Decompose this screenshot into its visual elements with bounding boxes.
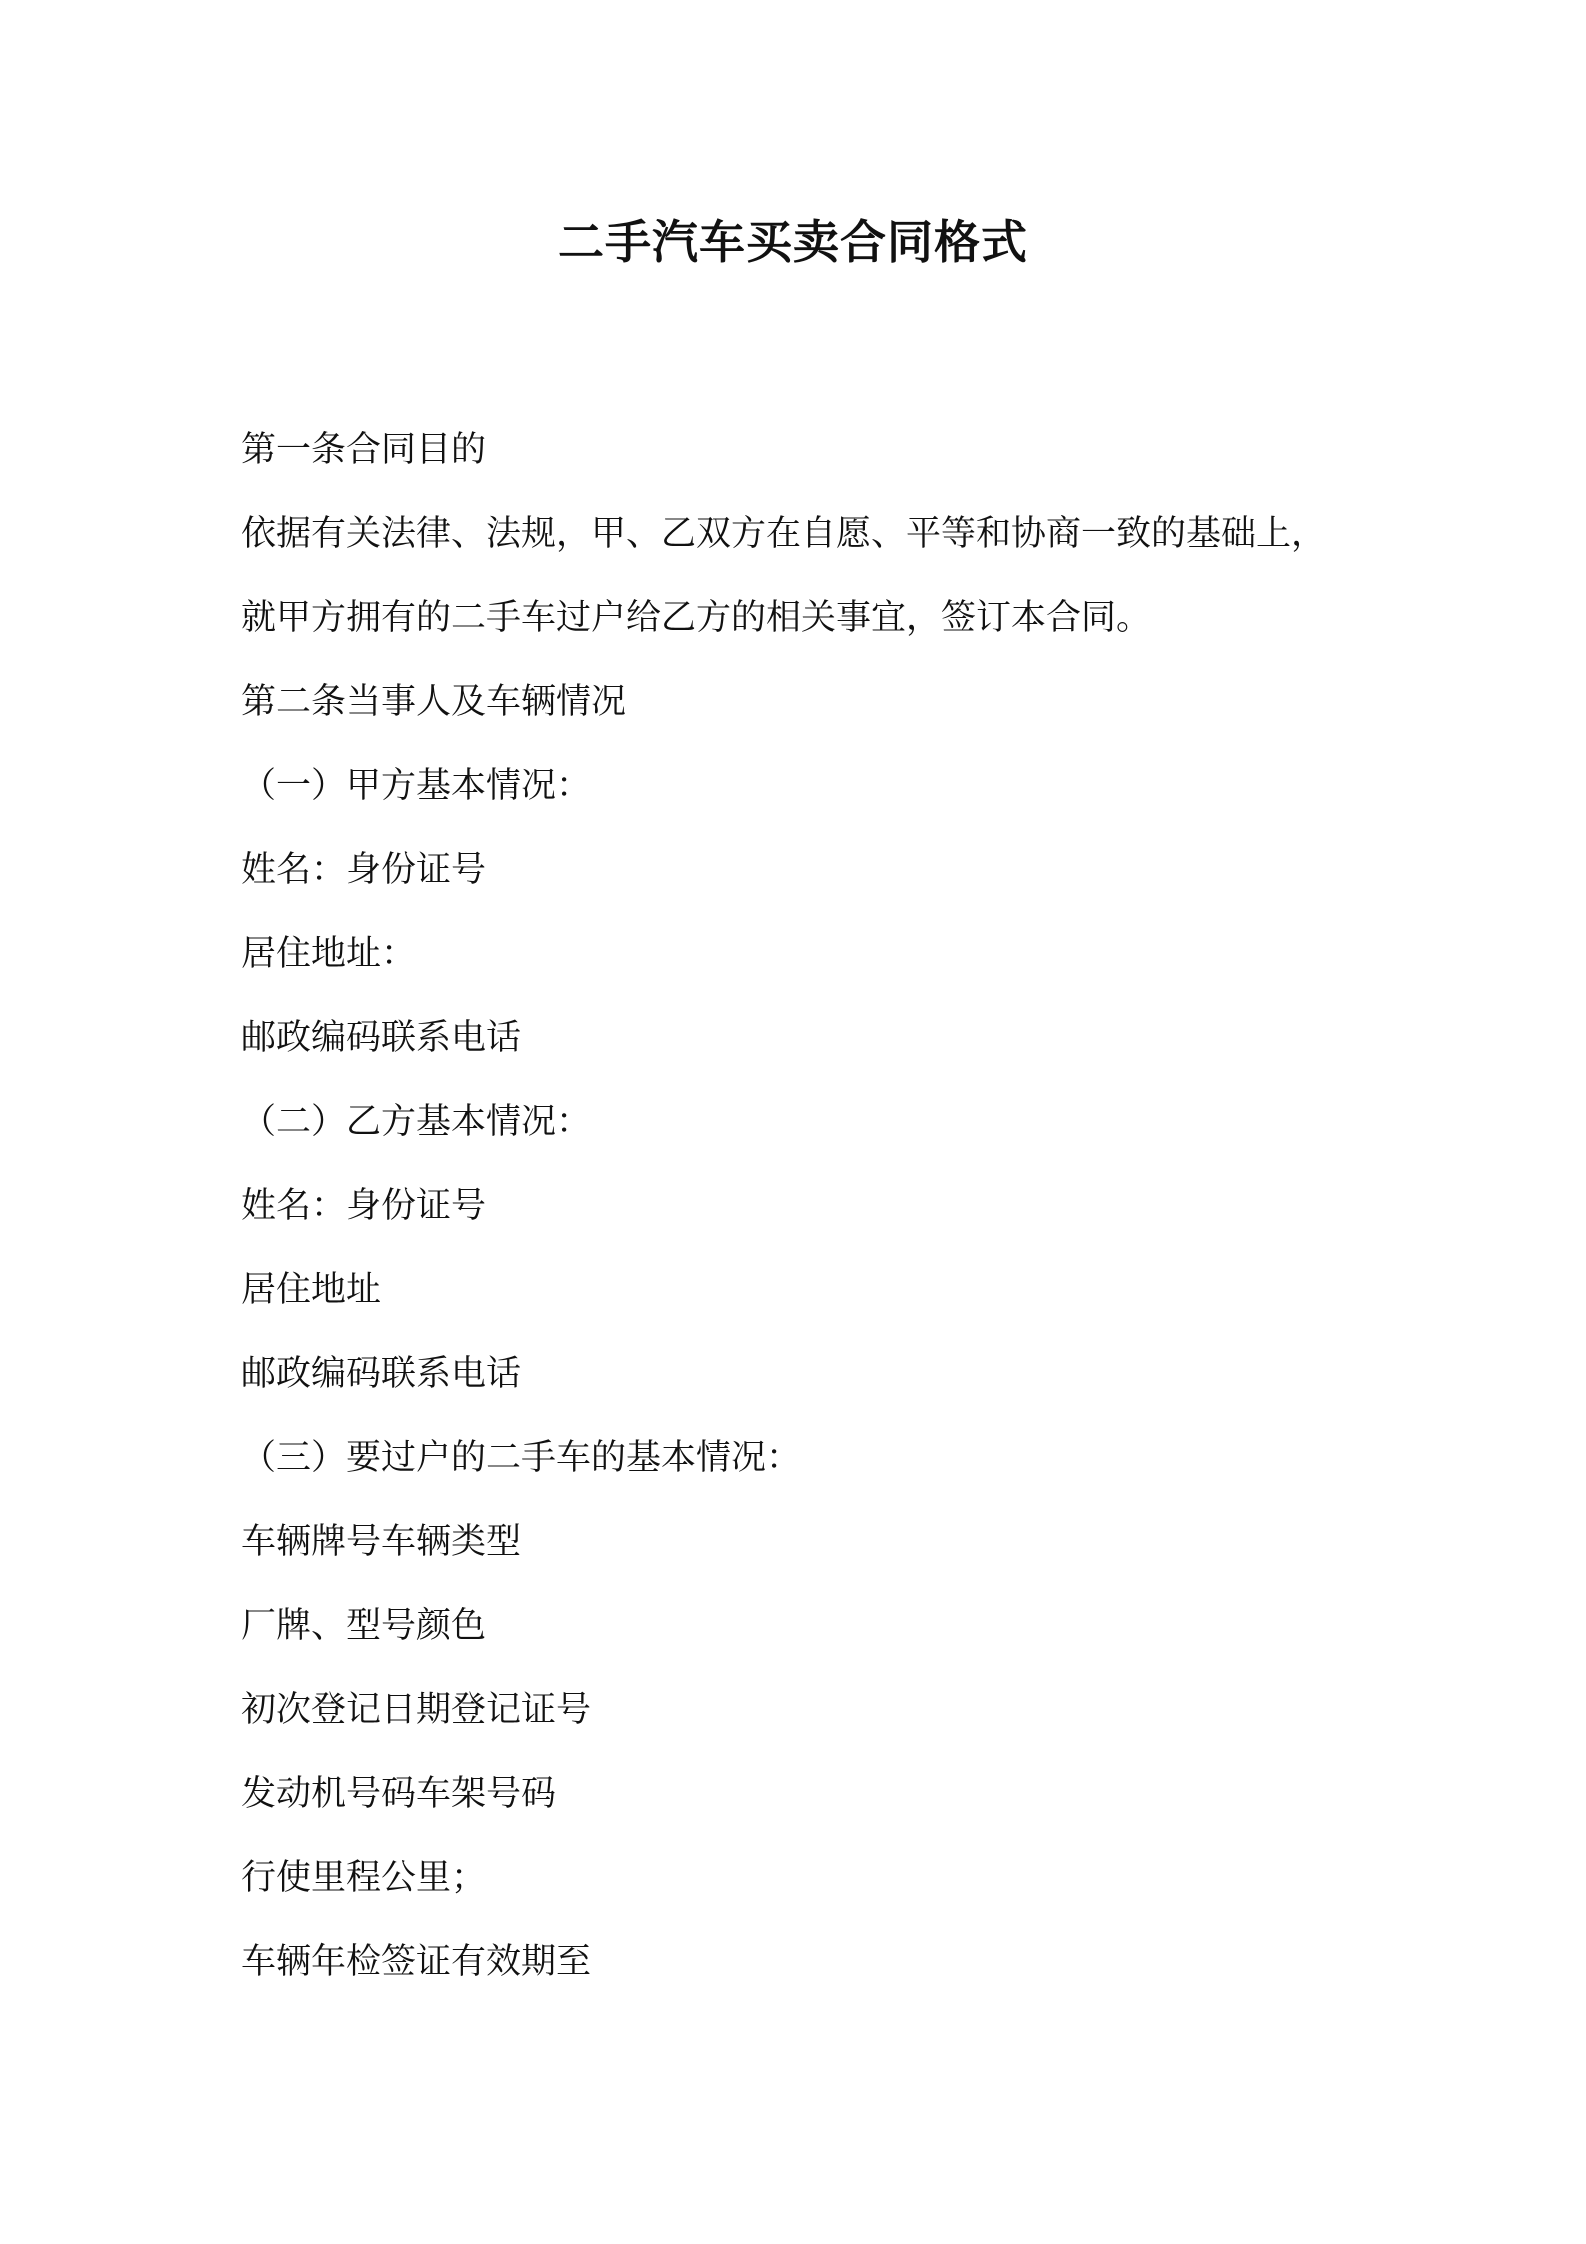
article-2-heading: 第二条当事人及车辆情况 — [241, 682, 627, 722]
vehicle-engine-frame: 发动机号码车架号码 — [241, 1774, 557, 1814]
document-body — [241, 408, 1381, 2004]
vehicle-plate-type: 车辆牌号车辆类型 — [241, 1522, 522, 1562]
document-title: 二手汽车买卖合同格式 — [558, 215, 1028, 269]
party-b-heading: （二）乙方基本情况： — [241, 1102, 592, 1142]
party-b-address: 居住地址 — [241, 1270, 382, 1310]
party-a-name-id: 姓名：身份证号 — [241, 850, 487, 890]
article-1-text-line-1: 依据有关法律、法规，甲、乙双方在自愿、平等和协商一致的基础上， — [241, 514, 1327, 554]
vehicle-inspection-validity: 车辆年检签证有效期至 — [241, 1942, 592, 1982]
vehicle-registration: 初次登记日期登记证号 — [241, 1690, 592, 1730]
party-a-postcode-phone: 邮政编码联系电话 — [241, 1018, 522, 1058]
vehicle-heading: （三）要过户的二手车的基本情况： — [241, 1438, 802, 1478]
article-1-text-line-2: 就甲方拥有的二手车过户给乙方的相关事宜，签订本合同。 — [241, 598, 1152, 638]
party-b-name-id: 姓名：身份证号 — [241, 1186, 487, 1226]
party-b-postcode-phone: 邮政编码联系电话 — [241, 1354, 522, 1394]
party-a-address: 居住地址： — [241, 934, 417, 974]
article-1-heading: 第一条合同目的 — [241, 430, 487, 470]
vehicle-mileage: 行使里程公里； — [241, 1858, 487, 1898]
party-a-heading: （一）甲方基本情况： — [241, 766, 592, 806]
vehicle-brand-model-color: 厂牌、型号颜色 — [241, 1606, 487, 1646]
